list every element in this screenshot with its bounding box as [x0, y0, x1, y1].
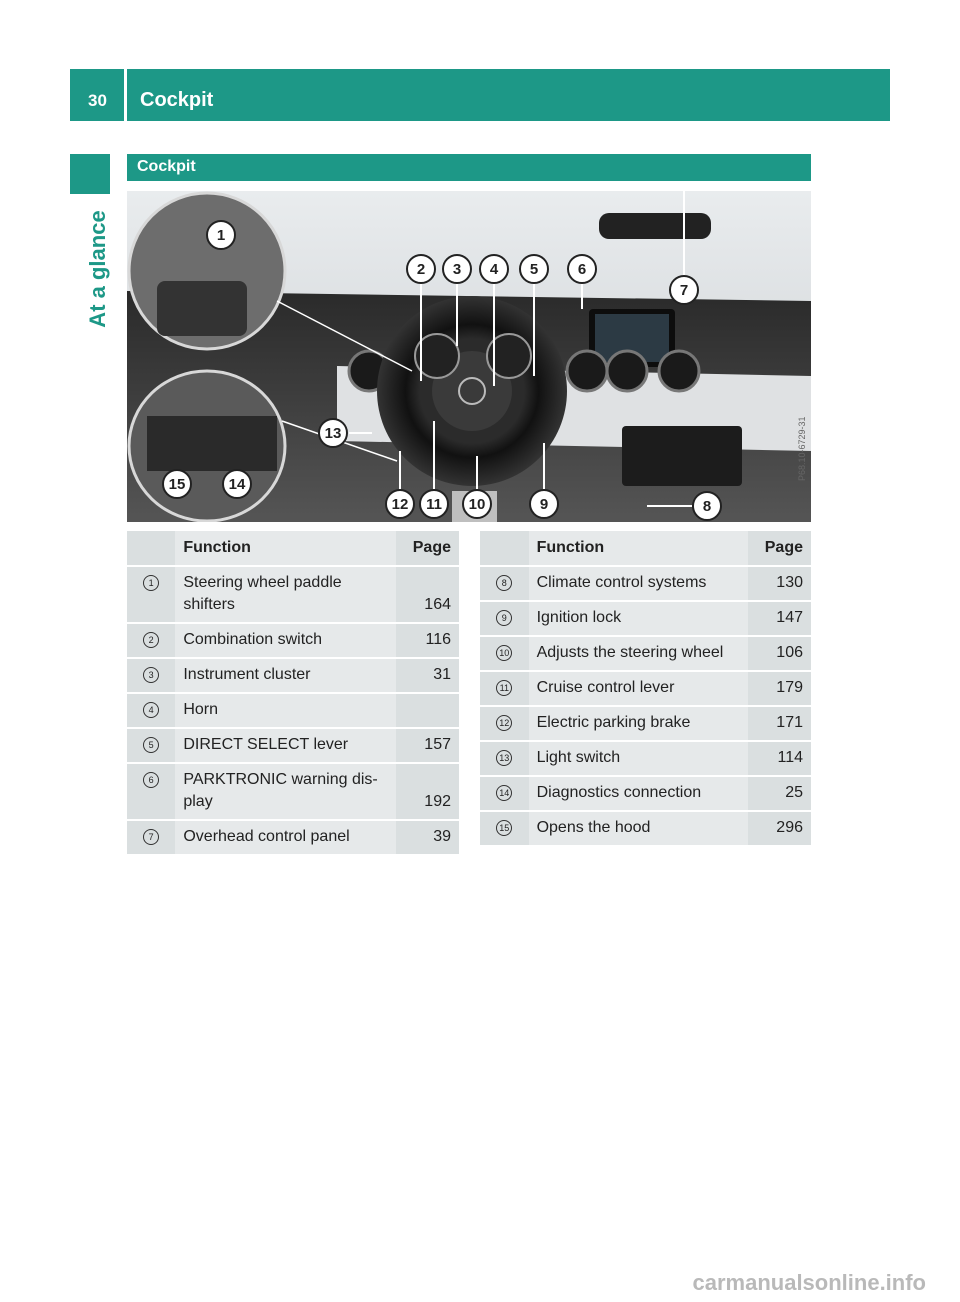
callout-7	[670, 276, 698, 304]
page-title: Cockpit	[140, 89, 214, 111]
row-marker	[480, 601, 529, 636]
row-page: 296	[748, 811, 811, 845]
marker-header	[480, 531, 529, 566]
callout-1	[207, 221, 235, 249]
side-tab-marker	[70, 154, 110, 194]
table-row	[127, 693, 459, 728]
callout-marker-icon: 8	[496, 575, 512, 591]
row-page	[396, 693, 459, 728]
row-marker	[480, 741, 529, 776]
callout-3	[443, 255, 471, 283]
function-table-right	[480, 531, 811, 845]
row-page: 114	[748, 741, 811, 776]
page-header: Page	[396, 531, 459, 566]
callout-marker-icon: 5	[143, 737, 159, 753]
svg-text:2: 2	[416, 261, 426, 278]
callout-15	[163, 470, 191, 498]
row-marker	[480, 811, 529, 845]
row-page: 130	[748, 566, 811, 601]
function-header: Function	[529, 531, 748, 566]
header-divider	[124, 69, 127, 121]
callout-9	[530, 490, 558, 518]
row-function: Overhead control panel	[175, 820, 396, 854]
row-function: Adjusts the steering wheel	[529, 636, 748, 671]
cockpit-photo	[127, 191, 811, 522]
page-number: 30	[88, 91, 107, 110]
svg-text:14: 14	[228, 476, 246, 493]
row-marker	[480, 706, 529, 741]
svg-text:11: 11	[426, 496, 442, 513]
row-page: 147	[748, 601, 811, 636]
row-page: 171	[748, 706, 811, 741]
row-marker	[480, 671, 529, 706]
row-page: 31	[396, 658, 459, 693]
row-function: Instrument cluster	[175, 658, 396, 693]
svg-text:1: 1	[216, 227, 226, 244]
table-row	[480, 636, 811, 671]
callout-marker-icon: 12	[496, 715, 512, 731]
svg-text:6: 6	[577, 261, 587, 278]
callout-13	[319, 419, 347, 447]
table-row	[127, 728, 459, 763]
row-marker	[127, 658, 175, 693]
svg-text:13: 13	[324, 425, 342, 442]
page-header	[70, 69, 890, 121]
table-row	[480, 776, 811, 811]
row-page: 116	[396, 623, 459, 658]
callout-5	[520, 255, 548, 283]
row-function: Cruise control lever	[529, 671, 748, 706]
side-tab-label: At a glance	[85, 210, 110, 328]
table-row	[127, 820, 459, 854]
table-row	[127, 623, 459, 658]
callout-8	[693, 492, 721, 520]
row-marker	[127, 728, 175, 763]
svg-text:4: 4	[489, 261, 499, 278]
svg-text:8: 8	[702, 498, 712, 515]
row-function: Climate control systems	[529, 566, 748, 601]
row-marker	[127, 623, 175, 658]
row-page: 157	[396, 728, 459, 763]
callout-marker-icon: 4	[143, 702, 159, 718]
svg-text:12: 12	[391, 496, 409, 513]
row-page: 106	[748, 636, 811, 671]
svg-text:10: 10	[468, 496, 486, 513]
callout-10	[463, 490, 491, 518]
callout-14	[223, 470, 251, 498]
row-function: Diagnostics connection	[529, 776, 748, 811]
row-page: 25	[748, 776, 811, 811]
table-row	[127, 658, 459, 693]
row-function: Opens the hood	[529, 811, 748, 845]
callout-marker-icon: 15	[496, 820, 512, 836]
callout-11	[420, 490, 448, 518]
row-function: Ignition lock	[529, 601, 748, 636]
row-page: 39	[396, 820, 459, 854]
callout-marker-icon: 10	[496, 645, 512, 661]
svg-text:5: 5	[529, 261, 539, 278]
svg-text:9: 9	[539, 496, 549, 513]
table-row	[480, 671, 811, 706]
callout-6	[568, 255, 596, 283]
row-function: Combination switch	[175, 623, 396, 658]
svg-text:7: 7	[679, 282, 689, 299]
row-function: Steering wheel paddle shifters	[175, 566, 396, 623]
table-row	[480, 706, 811, 741]
callout-marker-icon: 6	[143, 772, 159, 788]
table-row	[127, 763, 459, 820]
callout-12	[386, 490, 414, 518]
row-marker	[480, 636, 529, 671]
row-page: 179	[748, 671, 811, 706]
row-function: Light switch	[529, 741, 748, 776]
watermark: carmanualsonline.info	[692, 1270, 926, 1295]
callout-marker-icon: 11	[496, 680, 512, 696]
row-page: 192	[396, 763, 459, 820]
row-function: Electric parking brake	[529, 706, 748, 741]
row-marker	[480, 776, 529, 811]
table-row	[480, 601, 811, 636]
row-function: PARKTRONIC warning dis-play	[175, 763, 396, 820]
marker-header	[127, 531, 175, 566]
function-header: Function	[175, 531, 396, 566]
svg-text:15: 15	[168, 476, 186, 493]
row-page: 164	[396, 566, 459, 623]
section-heading	[127, 154, 811, 181]
row-marker	[127, 820, 175, 854]
callout-marker-icon: 14	[496, 785, 512, 801]
section-title: Cockpit	[137, 158, 196, 175]
callout-marker-icon: 13	[496, 750, 512, 766]
callout-marker-icon: 1	[143, 575, 159, 591]
image-code: P68.10-6729-31	[797, 416, 807, 481]
callout-marker-icon: 3	[143, 667, 159, 683]
row-marker	[127, 763, 175, 820]
callout-marker-icon: 9	[496, 610, 512, 626]
page-header: Page	[748, 531, 811, 566]
callout-marker-icon: 2	[143, 632, 159, 648]
callout-4	[480, 255, 508, 283]
row-marker	[127, 566, 175, 623]
row-marker	[127, 693, 175, 728]
callout-marker-icon: 7	[143, 829, 159, 845]
row-function: DIRECT SELECT lever	[175, 728, 396, 763]
callout-2	[407, 255, 435, 283]
table-row	[480, 811, 811, 845]
side-tab	[70, 194, 126, 344]
row-function: Horn	[175, 693, 396, 728]
function-table-left	[127, 531, 459, 854]
table-row	[480, 566, 811, 601]
table-row	[127, 566, 459, 623]
row-marker	[480, 566, 529, 601]
table-row	[480, 741, 811, 776]
svg-text:3: 3	[452, 261, 462, 278]
